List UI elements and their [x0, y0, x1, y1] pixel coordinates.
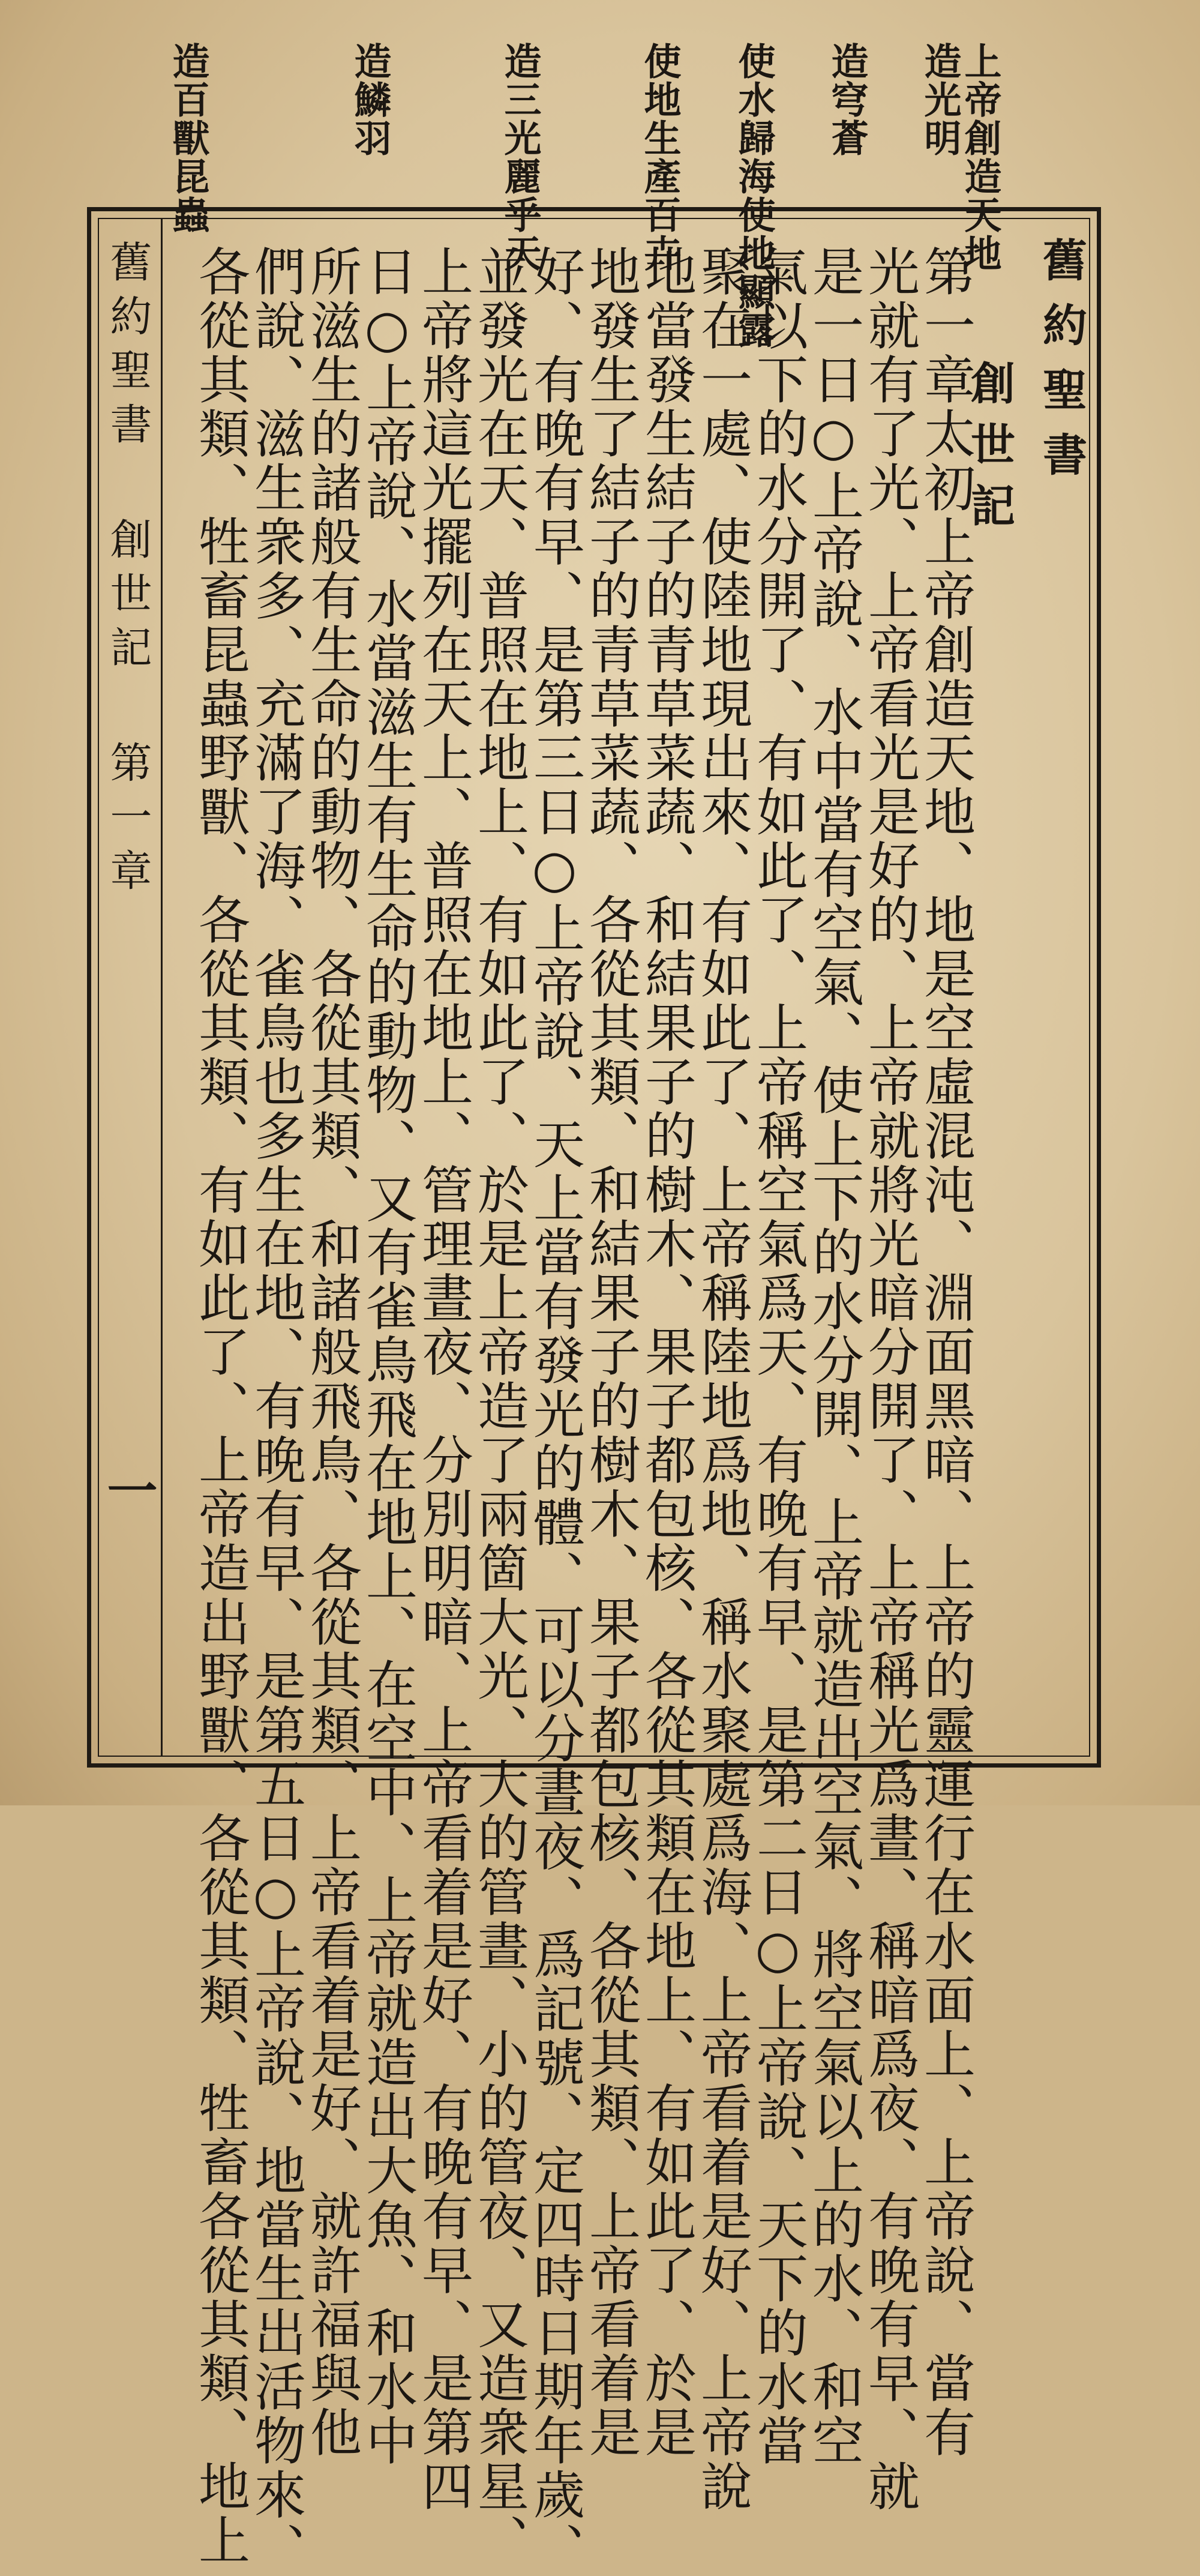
- text-column: 並發光在天、普照在地上、有如此了、於是上帝造了兩箇大光、大的管晝、小的管夜、又造衆星、: [469, 245, 529, 2568]
- running-title: 舊約聖書 創世記 第一章: [103, 240, 152, 903]
- footer-rule: [161, 218, 163, 1757]
- headnote: 造光明: [918, 42, 962, 157]
- headnote: 造穹蒼: [825, 42, 869, 157]
- text-column: 第一章太初上帝創造天地、地是空虛混沌、淵面黑暗、上帝的靈運行在水面上、上帝說、當有: [915, 245, 975, 2460]
- text-column: 地發生了結子的青草菜蔬、各從其類、和結果子的樹木、果子都包核、各從其類、上帝看着是: [580, 245, 640, 2460]
- text-column: 們說、滋生衆多、充滿了海、雀鳥也多生在地、有晚有早、是第五日○上帝說、地當生出活物來、: [245, 245, 305, 2576]
- book-title: 舊約聖書: [1036, 237, 1087, 496]
- text-column: 聚在一處、使陸地現出來、有如此了、上帝稱陸地爲地、稱水聚處爲海、上帝看着是好、上帝說: [692, 245, 752, 2514]
- text-column: 好、有晚有早、是第三日○上帝說、天上當有發光的體、可以分晝夜、爲記號、定四時日期年歲、: [524, 245, 584, 2576]
- headnote: 造鱗羽: [348, 42, 392, 157]
- text-column: 上帝將這光擺列在天上、普照在地上、管理晝夜、分別明暗、上帝看着是好、有晚有早、是第四: [413, 245, 473, 2514]
- headnote: 使地生產百卉: [638, 42, 682, 272]
- page-number: 一: [99, 1464, 158, 1515]
- text-column: 地當發生結子的青草菜蔬、和結果子的樹木、果子都包核、各從其類在地上、有如此了、於是: [636, 245, 696, 2460]
- headnote: 上帝創造天地: [958, 42, 1002, 272]
- headnote: 造百獸昆蟲: [166, 42, 210, 234]
- text-column: 所滋生的諸般有生命的動物、各從其類、和諸般飛鳥、各從其類、上帝看着是好、就許福與他: [301, 245, 361, 2460]
- book-name: 創世記: [964, 360, 1015, 544]
- headnote: 使水歸海使地顯露: [732, 42, 776, 349]
- text-column: 是一日○上帝說、水中當有空氣、使上下的水分開、上帝就造出空氣、將空氣以上的水、和空: [803, 245, 863, 2468]
- text-column: 光就有了光、上帝看光是好的、上帝就將光暗分開了、上帝稱光爲晝、稱暗爲夜、有晚有早、就: [859, 245, 919, 2514]
- text-column: 氣以下的水分開了、有如此了、上帝稱空氣爲天、有晚有早、是第二日○上帝說、天下的水當: [748, 245, 808, 2468]
- text-column: 各從其類、牲畜昆蟲野獸、各從其類、有如此了、上帝造出野獸、各從其類、牲畜各從其類、地上: [190, 245, 250, 2568]
- headnote: 造三光麗乎天: [498, 42, 542, 272]
- text-column: 日○上帝說、水當滋生有生命的動物、又有雀鳥飛在地上、在空中、上帝就造出大魚、和水中: [357, 245, 417, 2468]
